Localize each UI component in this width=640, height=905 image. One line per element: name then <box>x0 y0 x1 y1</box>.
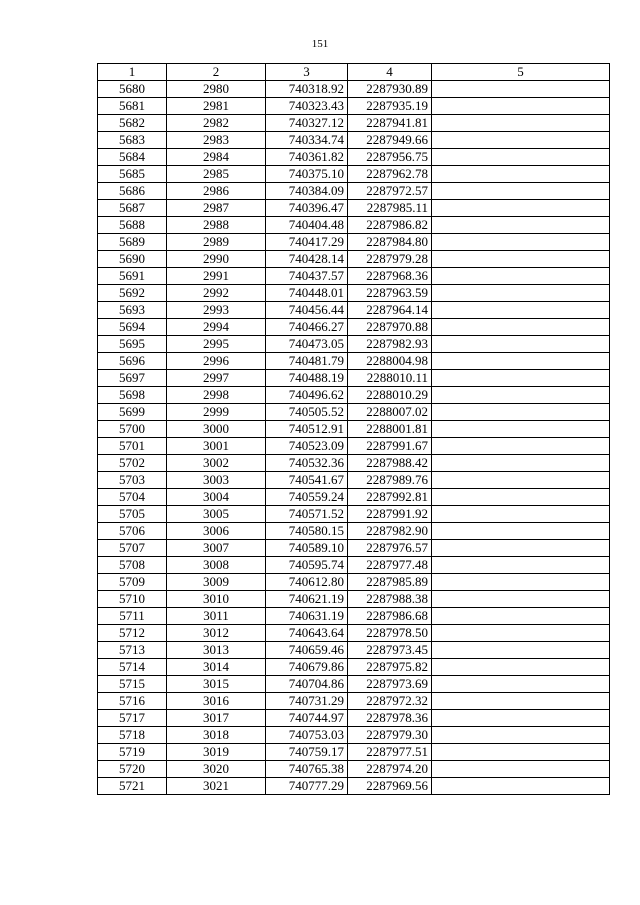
table-cell <box>432 319 610 336</box>
table-cell: 740612.80 <box>266 574 348 591</box>
table-cell: 2999 <box>167 404 266 421</box>
table-cell: 3013 <box>167 642 266 659</box>
table-cell: 740765.38 <box>266 761 348 778</box>
table-cell: 3017 <box>167 710 266 727</box>
table-cell: 5708 <box>98 557 167 574</box>
table-cell: 2995 <box>167 336 266 353</box>
table-cell: 2984 <box>167 149 266 166</box>
table-row <box>98 387 610 404</box>
table-row <box>98 506 610 523</box>
table-cell: 2287976.57 <box>348 540 432 557</box>
table-cell: 2287956.75 <box>348 149 432 166</box>
table-row <box>98 149 610 166</box>
table-cell <box>432 285 610 302</box>
table-row <box>98 761 610 778</box>
table-cell <box>432 710 610 727</box>
table-cell: 2288010.29 <box>348 387 432 404</box>
column-header: 1 <box>98 64 167 81</box>
table-cell: 2287949.66 <box>348 132 432 149</box>
table-cell: 740473.05 <box>266 336 348 353</box>
table-cell: 2287975.82 <box>348 659 432 676</box>
table-cell: 740437.57 <box>266 268 348 285</box>
table-row <box>98 625 610 642</box>
column-header: 2 <box>167 64 266 81</box>
table-cell: 740488.19 <box>266 370 348 387</box>
table-cell <box>432 608 610 625</box>
table-row <box>98 336 610 353</box>
table-cell: 3010 <box>167 591 266 608</box>
table-cell <box>432 251 610 268</box>
table-row <box>98 591 610 608</box>
table-cell: 2287962.78 <box>348 166 432 183</box>
table-cell: 5717 <box>98 710 167 727</box>
table-cell: 2287964.14 <box>348 302 432 319</box>
table-cell: 2287991.67 <box>348 438 432 455</box>
table-cell <box>432 540 610 557</box>
table-row <box>98 421 610 438</box>
table-cell: 2287988.42 <box>348 455 432 472</box>
table-row <box>98 98 610 115</box>
table-cell <box>432 98 610 115</box>
table-cell: 3011 <box>167 608 266 625</box>
table-cell: 740571.52 <box>266 506 348 523</box>
table-cell <box>432 489 610 506</box>
table-cell: 2990 <box>167 251 266 268</box>
table-cell: 2287982.90 <box>348 523 432 540</box>
table-cell: 2287977.51 <box>348 744 432 761</box>
table-cell: 2288007.02 <box>348 404 432 421</box>
table-cell: 2982 <box>167 115 266 132</box>
table-cell: 5707 <box>98 540 167 557</box>
table-cell <box>432 166 610 183</box>
table-row <box>98 166 610 183</box>
table-cell: 2993 <box>167 302 266 319</box>
table-cell: 5701 <box>98 438 167 455</box>
table-cell: 3018 <box>167 727 266 744</box>
table-row <box>98 353 610 370</box>
table-cell: 740512.91 <box>266 421 348 438</box>
table-row <box>98 659 610 676</box>
table-cell: 740396.47 <box>266 200 348 217</box>
table-cell: 2287973.45 <box>348 642 432 659</box>
table-cell <box>432 574 610 591</box>
table-row <box>98 540 610 557</box>
table-row <box>98 472 610 489</box>
table-cell: 2287991.92 <box>348 506 432 523</box>
table-cell <box>432 353 610 370</box>
table-cell: 2987 <box>167 200 266 217</box>
table-cell <box>432 642 610 659</box>
table-cell: 740777.29 <box>266 778 348 795</box>
table-cell: 2991 <box>167 268 266 285</box>
table-cell: 5686 <box>98 183 167 200</box>
table-cell <box>432 676 610 693</box>
table-cell: 2986 <box>167 183 266 200</box>
table-cell: 740361.82 <box>266 149 348 166</box>
table-cell: 740704.86 <box>266 676 348 693</box>
table-cell: 3001 <box>167 438 266 455</box>
table-cell: 3012 <box>167 625 266 642</box>
table-cell: 740589.10 <box>266 540 348 557</box>
table-cell <box>432 268 610 285</box>
table-cell: 3016 <box>167 693 266 710</box>
table-cell: 2287930.89 <box>348 81 432 98</box>
table-cell: 5683 <box>98 132 167 149</box>
table-cell: 740759.17 <box>266 744 348 761</box>
table-row <box>98 778 610 795</box>
table-cell: 5711 <box>98 608 167 625</box>
table-cell: 5718 <box>98 727 167 744</box>
table-cell: 5695 <box>98 336 167 353</box>
table-cell: 2287986.82 <box>348 217 432 234</box>
table-cell: 5693 <box>98 302 167 319</box>
table-cell: 5713 <box>98 642 167 659</box>
table-cell: 3005 <box>167 506 266 523</box>
table-cell: 740731.29 <box>266 693 348 710</box>
table-cell: 5690 <box>98 251 167 268</box>
table-cell <box>432 370 610 387</box>
table-cell <box>432 778 610 795</box>
table-cell: 740448.01 <box>266 285 348 302</box>
table-cell: 2997 <box>167 370 266 387</box>
table-cell: 2287984.80 <box>348 234 432 251</box>
column-header: 5 <box>432 64 610 81</box>
table-cell: 2988 <box>167 217 266 234</box>
table-cell: 5680 <box>98 81 167 98</box>
table-cell: 2287968.36 <box>348 268 432 285</box>
table-cell: 5716 <box>98 693 167 710</box>
table-cell: 2287974.20 <box>348 761 432 778</box>
table-cell: 5705 <box>98 506 167 523</box>
table-row <box>98 489 610 506</box>
table-cell: 740643.64 <box>266 625 348 642</box>
table-cell: 5692 <box>98 285 167 302</box>
table-cell: 740621.19 <box>266 591 348 608</box>
table-cell: 5702 <box>98 455 167 472</box>
table-cell <box>432 761 610 778</box>
table-cell: 2288001.81 <box>348 421 432 438</box>
table-cell: 2287935.19 <box>348 98 432 115</box>
table-row <box>98 200 610 217</box>
table-cell <box>432 387 610 404</box>
table-cell: 740496.62 <box>266 387 348 404</box>
table-cell <box>432 523 610 540</box>
table-cell: 740505.52 <box>266 404 348 421</box>
table-cell <box>432 625 610 642</box>
table-row <box>98 234 610 251</box>
table-cell: 3006 <box>167 523 266 540</box>
table-cell: 2998 <box>167 387 266 404</box>
table-cell: 5712 <box>98 625 167 642</box>
table-cell <box>432 506 610 523</box>
table-cell: 740559.24 <box>266 489 348 506</box>
table-cell: 5696 <box>98 353 167 370</box>
table-cell: 2287978.50 <box>348 625 432 642</box>
table-cell: 5688 <box>98 217 167 234</box>
table-cell: 3003 <box>167 472 266 489</box>
column-header: 3 <box>266 64 348 81</box>
table-cell: 740456.44 <box>266 302 348 319</box>
table-cell: 2287985.11 <box>348 200 432 217</box>
table-cell: 5689 <box>98 234 167 251</box>
table-cell: 740327.12 <box>266 115 348 132</box>
table-cell: 740679.86 <box>266 659 348 676</box>
table-cell: 5715 <box>98 676 167 693</box>
table-row <box>98 676 610 693</box>
table-row <box>98 183 610 200</box>
table-cell: 5684 <box>98 149 167 166</box>
table-cell <box>432 149 610 166</box>
table-cell <box>432 336 610 353</box>
table-body <box>98 81 610 795</box>
table-row <box>98 608 610 625</box>
table-row <box>98 251 610 268</box>
table-cell <box>432 200 610 217</box>
table-cell <box>432 404 610 421</box>
table-row <box>98 455 610 472</box>
table-cell: 2996 <box>167 353 266 370</box>
table-cell <box>432 302 610 319</box>
table-cell: 3015 <box>167 676 266 693</box>
table-cell: 2288004.98 <box>348 353 432 370</box>
table-cell <box>432 132 610 149</box>
table-cell: 2287972.57 <box>348 183 432 200</box>
table-cell <box>432 472 610 489</box>
table-cell: 5691 <box>98 268 167 285</box>
table-cell: 5698 <box>98 387 167 404</box>
table-cell: 2287979.28 <box>348 251 432 268</box>
table-cell: 2287986.68 <box>348 608 432 625</box>
table-cell: 740541.67 <box>266 472 348 489</box>
page-number: 151 <box>311 38 329 50</box>
table-cell: 3000 <box>167 421 266 438</box>
table-row <box>98 727 610 744</box>
table-cell: 2989 <box>167 234 266 251</box>
table-cell: 2980 <box>167 81 266 98</box>
table-cell: 740481.79 <box>266 353 348 370</box>
table-cell <box>432 421 610 438</box>
coordinates-table <box>97 63 610 795</box>
table-row <box>98 217 610 234</box>
table-cell <box>432 115 610 132</box>
table-cell: 5694 <box>98 319 167 336</box>
table-cell: 3019 <box>167 744 266 761</box>
table-cell: 5721 <box>98 778 167 795</box>
table-cell: 5699 <box>98 404 167 421</box>
table-cell <box>432 693 610 710</box>
table-row <box>98 81 610 98</box>
table-cell: 740532.36 <box>266 455 348 472</box>
table-cell <box>432 727 610 744</box>
table-row <box>98 574 610 591</box>
table-cell: 3009 <box>167 574 266 591</box>
table-row <box>98 319 610 336</box>
table-row <box>98 132 610 149</box>
table-cell: 740631.19 <box>266 608 348 625</box>
column-header: 4 <box>348 64 432 81</box>
table-cell: 2287989.76 <box>348 472 432 489</box>
table-cell: 5709 <box>98 574 167 591</box>
table-cell: 2287979.30 <box>348 727 432 744</box>
table-cell: 2287963.59 <box>348 285 432 302</box>
table-cell: 2287992.81 <box>348 489 432 506</box>
table-cell: 5706 <box>98 523 167 540</box>
table-cell <box>432 455 610 472</box>
table-row <box>98 115 610 132</box>
table-cell: 2287973.69 <box>348 676 432 693</box>
table-cell: 740417.29 <box>266 234 348 251</box>
table-cell: 2287977.48 <box>348 557 432 574</box>
table-cell: 740580.15 <box>266 523 348 540</box>
table-row <box>98 370 610 387</box>
table-cell: 2983 <box>167 132 266 149</box>
table-cell: 5685 <box>98 166 167 183</box>
table-row <box>98 710 610 727</box>
table-cell: 740323.43 <box>266 98 348 115</box>
table-cell: 5710 <box>98 591 167 608</box>
table-row <box>98 302 610 319</box>
table-cell: 2287985.89 <box>348 574 432 591</box>
table-cell <box>432 557 610 574</box>
table-cell: 5719 <box>98 744 167 761</box>
table-row <box>98 557 610 574</box>
table-cell: 2287970.88 <box>348 319 432 336</box>
table-cell <box>432 744 610 761</box>
table-cell: 5720 <box>98 761 167 778</box>
table-row <box>98 642 610 659</box>
table-cell: 2992 <box>167 285 266 302</box>
table-cell <box>432 183 610 200</box>
table-cell <box>432 217 610 234</box>
table-cell: 5681 <box>98 98 167 115</box>
table-cell: 2288010.11 <box>348 370 432 387</box>
table-cell <box>432 659 610 676</box>
table-cell <box>432 438 610 455</box>
table-cell: 740384.09 <box>266 183 348 200</box>
table-cell: 5700 <box>98 421 167 438</box>
table-cell: 2287941.81 <box>348 115 432 132</box>
table-cell: 3014 <box>167 659 266 676</box>
table-cell: 740466.27 <box>266 319 348 336</box>
table-cell: 3008 <box>167 557 266 574</box>
table-cell: 5703 <box>98 472 167 489</box>
table-cell: 740659.46 <box>266 642 348 659</box>
table-cell: 3020 <box>167 761 266 778</box>
table-cell: 5682 <box>98 115 167 132</box>
table-cell <box>432 591 610 608</box>
table-row <box>98 693 610 710</box>
table-cell: 3007 <box>167 540 266 557</box>
table-header-row <box>98 64 610 81</box>
table-cell: 2287982.93 <box>348 336 432 353</box>
table-cell: 740753.03 <box>266 727 348 744</box>
table-cell: 5697 <box>98 370 167 387</box>
table-cell: 740375.10 <box>266 166 348 183</box>
table-row <box>98 285 610 302</box>
table-cell: 740595.74 <box>266 557 348 574</box>
table-cell: 3002 <box>167 455 266 472</box>
table-cell: 2287969.56 <box>348 778 432 795</box>
table-cell: 5714 <box>98 659 167 676</box>
table-cell: 740318.92 <box>266 81 348 98</box>
table-cell <box>432 234 610 251</box>
table-row <box>98 404 610 421</box>
table-cell: 2287972.32 <box>348 693 432 710</box>
table-cell: 740334.74 <box>266 132 348 149</box>
table-cell: 3004 <box>167 489 266 506</box>
table-cell: 5687 <box>98 200 167 217</box>
table-cell: 740523.09 <box>266 438 348 455</box>
table-row <box>98 523 610 540</box>
table-cell: 5704 <box>98 489 167 506</box>
table-cell: 740744.97 <box>266 710 348 727</box>
table-cell: 2287978.36 <box>348 710 432 727</box>
table-cell: 2994 <box>167 319 266 336</box>
table-row <box>98 744 610 761</box>
table-cell: 3021 <box>167 778 266 795</box>
table-row <box>98 438 610 455</box>
table-cell: 2287988.38 <box>348 591 432 608</box>
table-cell: 740428.14 <box>266 251 348 268</box>
table-cell: 2981 <box>167 98 266 115</box>
table-cell: 740404.48 <box>266 217 348 234</box>
table-cell: 2985 <box>167 166 266 183</box>
table-row <box>98 268 610 285</box>
table-cell <box>432 81 610 98</box>
